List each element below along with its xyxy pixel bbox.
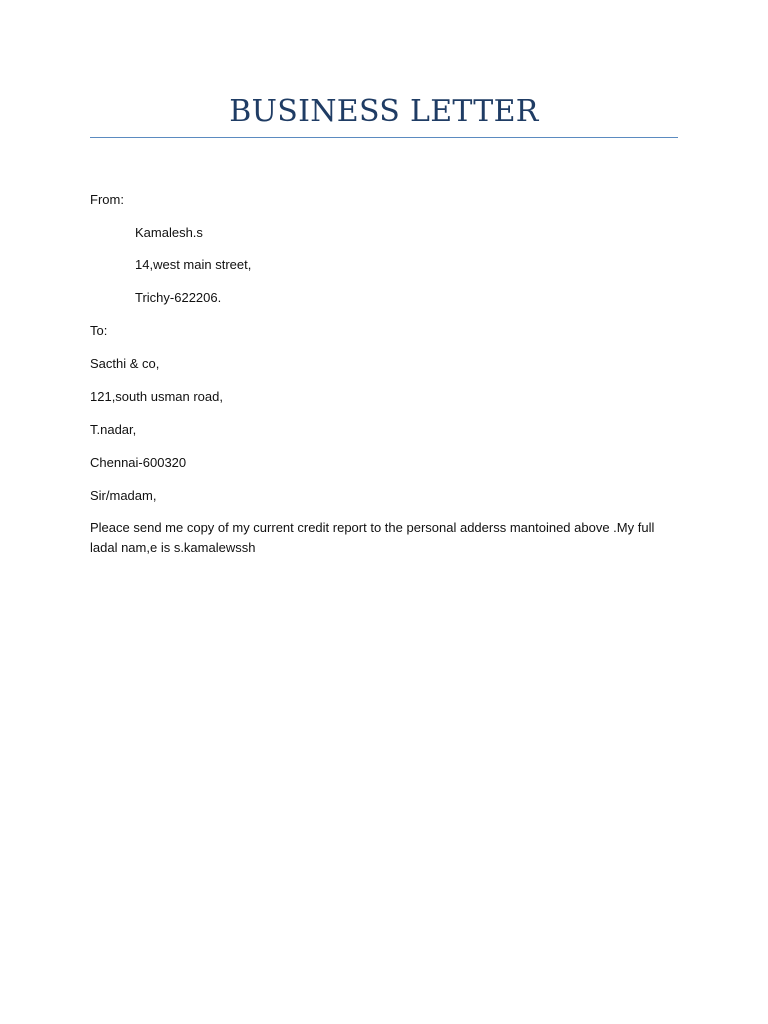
recipient-city: Chennai-600320 <box>90 455 187 470</box>
sender-name: Kamalesh.s <box>135 225 203 240</box>
to-label: To: <box>90 323 108 338</box>
sender-street: 14,west main street, <box>135 257 252 272</box>
document-title: BUSINESS LETTER <box>229 94 539 129</box>
salutation: Sir/madam, <box>90 488 157 503</box>
recipient-street: 121,south usman road, <box>90 389 223 404</box>
recipient-area: T.nadar, <box>90 422 137 437</box>
letter-body: Pleace send me copy of my current credit report to the personal adderss mantoined above .My full ladal nam,e is s.kamalewssh <box>90 520 655 555</box>
recipient-company: Sacthi & co, <box>90 356 160 371</box>
from-label: From: <box>90 192 124 207</box>
title-underline <box>90 137 678 138</box>
sender-city: Trichy-622206. <box>135 290 222 305</box>
